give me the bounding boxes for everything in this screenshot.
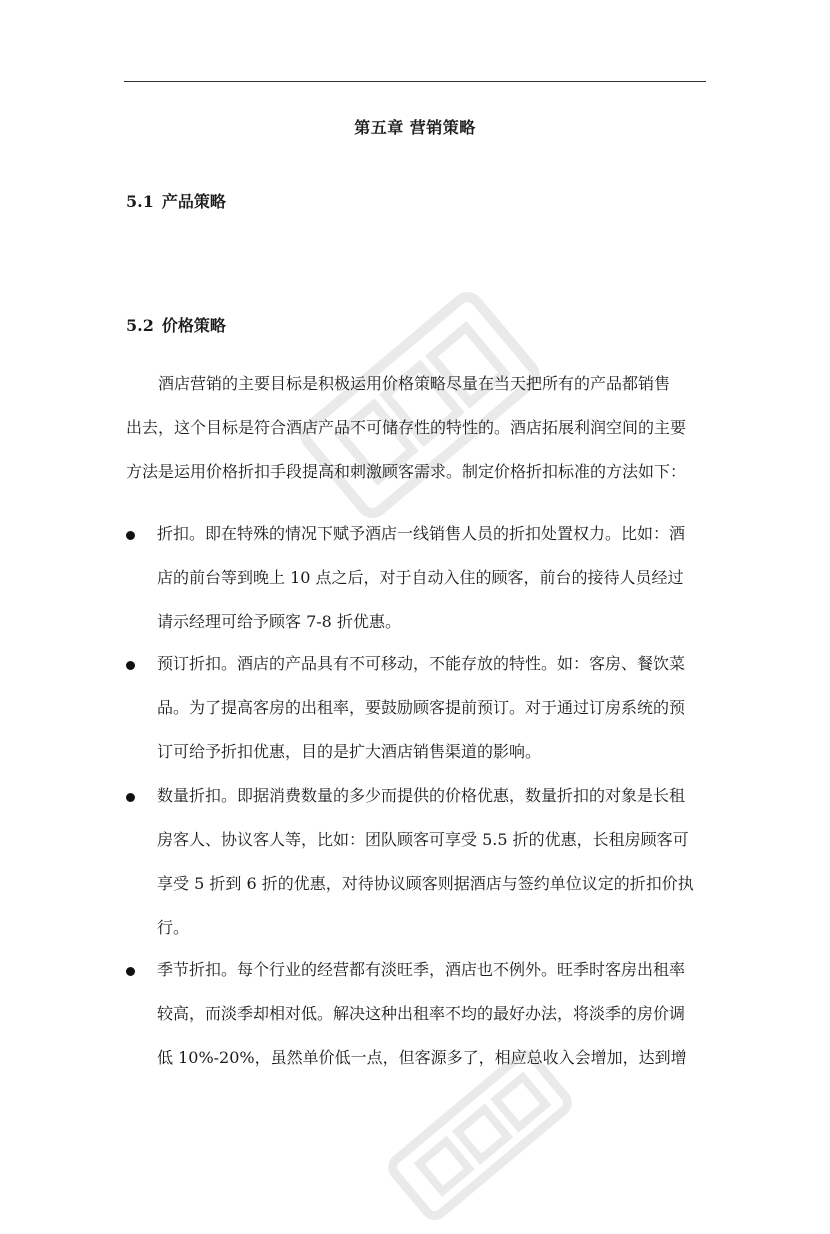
section-number: 5.1 bbox=[126, 192, 154, 211]
paragraph-line: 酒店营销的主要目标是积极运用价格策略尽量在当天把所有的产品都销售 bbox=[158, 374, 671, 393]
list-item-line: 折扣。即在特殊的情况下赋予酒店一线销售人员的折扣处置权力。比如：酒 bbox=[157, 524, 686, 543]
list-item-line: 品。为了提高客房的出租率，要鼓励顾客提前预订。对于通过订房系统的预 bbox=[157, 698, 686, 717]
list-item-line: 行。 bbox=[157, 918, 190, 937]
chapter-title: 第五章 营销策略 bbox=[354, 118, 476, 137]
list-item-line: 较高，而淡季却相对低。解决这种出租率不均的最好办法，将淡季的房价调 bbox=[157, 1004, 686, 1023]
section-heading-5-1 bbox=[126, 189, 226, 212]
section-heading-5-2 bbox=[126, 313, 226, 336]
list-item-line: 请示经理可给予顾客 7-8 折优惠。 bbox=[157, 612, 401, 631]
bullet-icon bbox=[126, 661, 135, 670]
list-item-line: 订可给予折扣优惠，目的是扩大酒店销售渠道的影响。 bbox=[157, 742, 542, 761]
section-title: 产品策略 bbox=[161, 192, 226, 211]
list-item-line: 数量折扣。即据消费数量的多少而提供的价格优惠，数量折扣的对象是长租 bbox=[157, 786, 686, 805]
list-item-line: 预订折扣。酒店的产品具有不可移动，不能存放的特性。如：客房、餐饮菜 bbox=[157, 654, 686, 673]
list-item-line: 季节折扣。每个行业的经营都有淡旺季，酒店也不例外。旺季时客房出租率 bbox=[157, 960, 686, 979]
section-number: 5.2 bbox=[126, 316, 154, 335]
paragraph-line: 出去，这个目标是符合酒店产品不可储存性的特性的。酒店拓展利润空间的主要 bbox=[126, 418, 687, 437]
bullet-icon bbox=[126, 967, 135, 976]
bullet-icon bbox=[126, 793, 135, 802]
list-item-line: 店的前台等到晚上 10 点之后，对于自动入住的顾客，前台的接待人员经过 bbox=[157, 568, 684, 587]
list-item-line: 低 10%-20%，虽然单价低一点，但客源多了，相应总收入会增加，达到增 bbox=[157, 1048, 687, 1067]
bullet-icon bbox=[126, 531, 135, 540]
list-item-line: 享受 5 折到 6 折的优惠，对待协议顾客则据酒店与签约单位议定的折扣价执 bbox=[157, 874, 694, 893]
list-item-line: 房客人、协议客人等，比如：团队顾客可享受 5.5 折的优惠，长租房顾客可 bbox=[157, 830, 689, 849]
watermark-logo-icon bbox=[280, 270, 560, 539]
paragraph-line: 方法是运用价格折扣手段提高和刺激顾客需求。制定价格折扣标准的方法如下： bbox=[126, 462, 687, 481]
section-title: 价格策略 bbox=[161, 316, 226, 335]
header-divider bbox=[124, 81, 706, 82]
